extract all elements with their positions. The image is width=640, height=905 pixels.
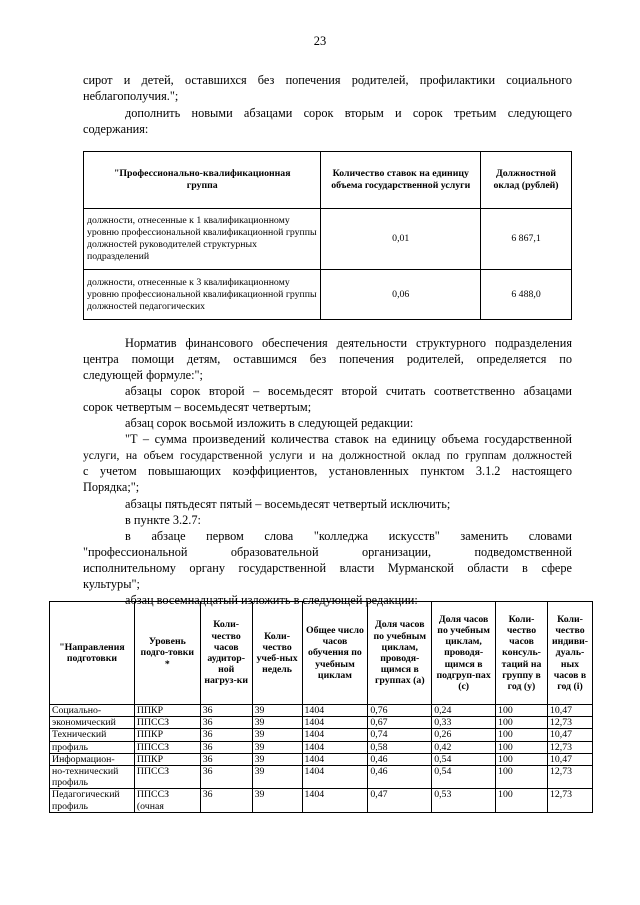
total-cell: 1404 [302,766,368,789]
hours-cell: 36 [200,729,252,741]
text-line: дополнить новыми абзацами сорок вторым и сорок третьим следующего [125,106,572,120]
group-cell: должности, отнесенные к 3 квалификационному уровню профессиональной квалификационной группы должностей педагогических [84,270,321,320]
direction-cell: Педагогический профиль [50,789,135,812]
column-header: Коли-чество часов аудитор-ной нагруз-ки [200,602,252,705]
hours-cell: 36 [200,753,252,765]
level-cell: ППССЗ [134,766,200,789]
share-a-cell: 0,58 [368,741,432,753]
text-line: неблагополучия."; [83,89,179,103]
text-line: сирот и детей, оставшихся без попечения родителей, профилактики социального [83,73,572,87]
column-header: "Направления подготовки [50,602,135,705]
weeks-cell: 39 [252,766,302,789]
share-a-cell: 0,67 [368,717,432,729]
rate-cell: 0,01 [321,209,481,270]
share-c-cell: 0,26 [432,729,496,741]
direction-cell: Технический [50,729,135,741]
column-header: Доля часов по учебным циклам, проводя-щимся в подгруп-пах (с) [432,602,496,705]
table-header-row [84,152,572,209]
hours-cell: 36 [200,741,252,753]
level-cell: ППКР [134,705,200,717]
level-cell: ППССЗ [134,741,200,753]
text-line: с учетом повышающих коэффициентов, установленных пунктом 3.1.2 настоящего [83,464,572,478]
text-line: в абзаце первом слова "колледжа искусств" заменить словами [125,529,572,543]
share-a-cell: 0,46 [368,753,432,765]
level-cell: ППССЗ (очная [134,789,200,812]
total-cell: 1404 [302,729,368,741]
individual-cell: 10,47 [547,753,592,765]
text-line: абзацы сорок второй – восемьдесят второй считать соответственно абзацами [125,384,572,398]
text-line: Норматив финансового обеспечения деятельности структурного подразделения [125,336,572,350]
direction-cell: Социально- [50,705,135,717]
table-row [84,209,572,270]
training-table [49,601,593,813]
individual-cell: 12,73 [547,789,592,812]
weeks-cell: 39 [252,741,302,753]
table-row [50,789,593,812]
text-line: центра помощи детям, оставшимся без попечения родителей, определяется по [83,352,572,366]
staffing-table [83,151,572,320]
page-number: 23 [313,34,327,48]
weeks-cell: 39 [252,717,302,729]
total-cell: 1404 [302,741,368,753]
individual-cell: 12,73 [547,766,592,789]
table-row [50,717,593,729]
direction-cell: Информацион- [50,753,135,765]
hours-cell: 36 [200,717,252,729]
text-line: абзацы пятьдесят пятый – восемьдесят четвертый исключить; [125,497,451,511]
direction-cell: профиль [50,741,135,753]
table-row [50,753,593,765]
column-header: "Профессионально-квалификационная группа [84,152,321,209]
individual-cell: 12,73 [547,741,592,753]
table-row [50,729,593,741]
text-line: исполнительному органу государственной власти Мурманской области в сфере [83,561,572,575]
column-header: Количество ставок на единицу объема государственной услуги [321,152,481,209]
text-line: "T – сумма произведений количества ставок на единицу объема государственной [125,432,572,446]
column-header: Общее число часов обучения по учебным циклам [302,602,368,705]
share-c-cell: 0,42 [432,741,496,753]
consult-cell: 100 [496,753,548,765]
share-a-cell: 0,47 [368,789,432,812]
consult-cell: 100 [496,705,548,717]
text-line: абзац восемнадцатый изложить в следующей редакции: [125,593,418,607]
text-line: в пункте 3.2.7: [125,513,201,527]
column-header: Должностной оклад (рублей) [481,152,572,209]
share-c-cell: 0,33 [432,717,496,729]
column-header: Уровень подго-товки * [134,602,200,705]
individual-cell: 12,73 [547,717,592,729]
level-cell: ППССЗ [134,717,200,729]
hours-cell: 36 [200,789,252,812]
table-row [84,270,572,320]
text-line: сорок четвертым – восемьдесят четвертым; [83,400,312,414]
column-header: Коли-чество часов консуль-таций на группу в год (у) [496,602,548,705]
consult-cell: 100 [496,766,548,789]
text-line: абзац сорок восьмой изложить в следующей редакции: [125,416,414,430]
text-line: культуры"; [83,577,140,591]
share-a-cell: 0,74 [368,729,432,741]
weeks-cell: 39 [252,753,302,765]
weeks-cell: 39 [252,705,302,717]
total-cell: 1404 [302,705,368,717]
text-line: содержания: [83,122,149,136]
column-header: Доля часов по учебным циклам, проводя-щимся в группах (а) [368,602,432,705]
column-header: Коли-чество индиви-дуаль-ных часов в год (i) [547,602,592,705]
total-cell: 1404 [302,753,368,765]
group-cell: должности, отнесенные к 1 квалификационному уровню профессиональной квалификационной группы должностей руководителей структурных подразделений [84,209,321,270]
share-c-cell: 0,54 [432,766,496,789]
salary-cell: 6 488,0 [481,270,572,320]
table-row [50,741,593,753]
rate-cell: 0,06 [321,270,481,320]
text-line: услуги, на объем государственной услуги и на должностной оклад по группам должностей [83,449,572,462]
direction-cell: экономический [50,717,135,729]
total-cell: 1404 [302,717,368,729]
table-row [50,705,593,717]
text-line: следующей формуле:"; [83,368,203,382]
share-c-cell: 0,54 [432,753,496,765]
table-header-row [50,602,593,705]
weeks-cell: 39 [252,729,302,741]
share-a-cell: 0,76 [368,705,432,717]
hours-cell: 36 [200,705,252,717]
individual-cell: 10,47 [547,705,592,717]
share-a-cell: 0,46 [368,766,432,789]
text-line: "профессиональной образовательной организации, подведомственной [83,545,572,559]
table-row [50,766,593,789]
text-line: Порядка;"; [83,480,140,494]
share-c-cell: 0,24 [432,705,496,717]
level-cell: ППКР [134,753,200,765]
weeks-cell: 39 [252,789,302,812]
salary-cell: 6 867,1 [481,209,572,270]
direction-cell: но-технический профиль [50,766,135,789]
consult-cell: 100 [496,789,548,812]
hours-cell: 36 [200,766,252,789]
total-cell: 1404 [302,789,368,812]
consult-cell: 100 [496,729,548,741]
share-c-cell: 0,53 [432,789,496,812]
consult-cell: 100 [496,741,548,753]
individual-cell: 10,47 [547,729,592,741]
column-header: Коли-чество учеб-ных недель [252,602,302,705]
level-cell: ППКР [134,729,200,741]
consult-cell: 100 [496,717,548,729]
